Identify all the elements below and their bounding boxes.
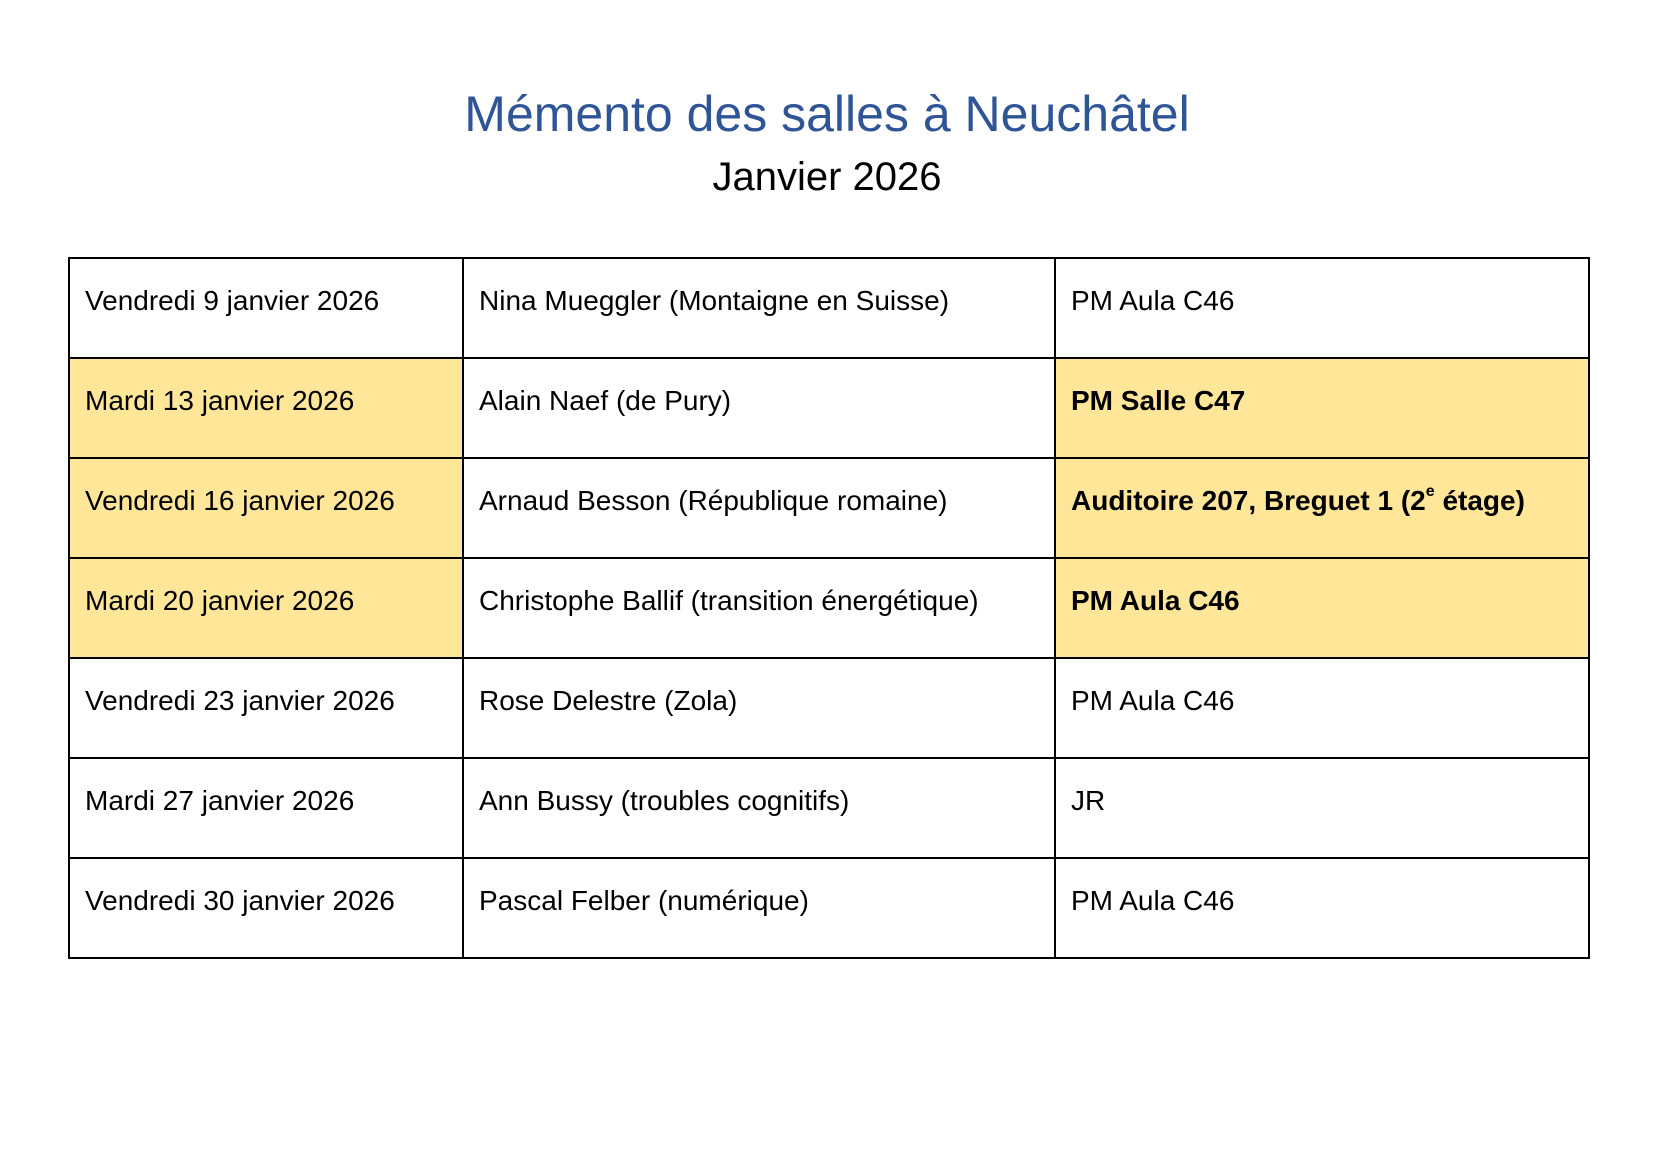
date-cell: Mardi 20 janvier 2026 — [69, 558, 463, 658]
speaker-cell: Nina Mueggler (Montaigne en Suisse) — [463, 258, 1055, 358]
date-cell: Mardi 13 janvier 2026 — [69, 358, 463, 458]
speaker-cell: Christophe Ballif (transition énergétique) — [463, 558, 1055, 658]
table-row — [69, 358, 1589, 458]
speaker-cell: Alain Naef (de Pury) — [463, 358, 1055, 458]
speaker-cell: Arnaud Besson (République romaine) — [463, 458, 1055, 558]
date-cell: Mardi 27 janvier 2026 — [69, 758, 463, 858]
room-text-end: étage) — [1434, 485, 1525, 516]
speaker-cell: Pascal Felber (numérique) — [463, 858, 1055, 958]
table-row — [69, 558, 1589, 658]
table-row — [69, 458, 1589, 558]
table-row — [69, 658, 1589, 758]
room-cell: PM Aula C46 — [1055, 858, 1589, 958]
room-cell: PM Aula C46 — [1055, 258, 1589, 358]
date-cell: Vendredi 9 janvier 2026 — [69, 258, 463, 358]
room-cell: PM Salle C47 — [1055, 358, 1589, 458]
page-title: Mémento des salles à Neuchâtel — [464, 86, 1190, 142]
table-row — [69, 758, 1589, 858]
date-cell: Vendredi 16 janvier 2026 — [69, 458, 463, 558]
speaker-cell: Ann Bussy (troubles cognitifs) — [463, 758, 1055, 858]
room-superscript: e — [1425, 483, 1435, 500]
page-subtitle: Janvier 2026 — [712, 155, 942, 199]
room-cell — [1055, 458, 1589, 558]
speaker-cell: Rose Delestre (Zola) — [463, 658, 1055, 758]
room-cell: PM Aula C46 — [1055, 558, 1589, 658]
room-cell: PM Aula C46 — [1055, 658, 1589, 758]
schedule-table — [68, 257, 1590, 959]
date-cell: Vendredi 30 janvier 2026 — [69, 858, 463, 958]
date-cell: Vendredi 23 janvier 2026 — [69, 658, 463, 758]
room-text: Auditoire 207, Breguet 1 (2 — [1071, 485, 1426, 516]
table-row — [69, 258, 1589, 358]
table-row — [69, 858, 1589, 958]
room-cell: JR — [1055, 758, 1589, 858]
